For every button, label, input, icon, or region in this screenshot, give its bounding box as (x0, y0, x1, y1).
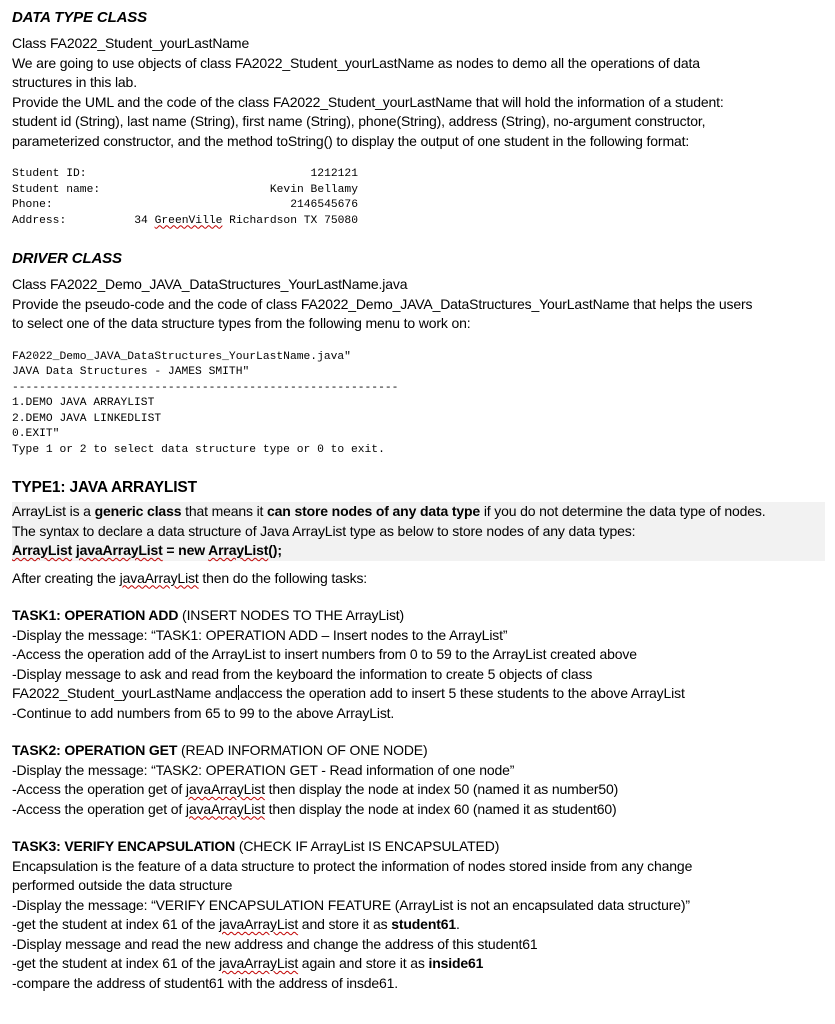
text-line: Class FA2022_Student_yourLastName (12, 35, 250, 51)
task1-title: TASK1: OPERATION ADD (INSERT NODES TO THE ArrayList) (12, 607, 405, 623)
sample-name-label: Student name: (12, 183, 101, 196)
sample-address-value: 34 GreenVille Richardson TX 75080 (134, 214, 358, 227)
code-line: ArrayList javaArrayList = new ArrayList(); (12, 542, 282, 558)
menu-prompt: Type 1 or 2 to select data structure type or 0 to exit. (12, 443, 385, 456)
task2-title: TASK2: OPERATION GET (READ INFORMATION OF ONE NODE) (12, 742, 428, 758)
sample-phone-value: 2146545676 (290, 199, 358, 211)
text-line: -get the student at index 61 of the javaArrayList again and store it as inside61 (12, 955, 484, 971)
sample-address-label: Address: (12, 214, 67, 227)
menu-divider: --------------------------------------------------------- (12, 381, 399, 394)
text-line: -compare the address of student61 with the address of insde61. (12, 974, 399, 991)
text-line: ArrayList is a generic class that means it can store nodes of any data type if you do not determine the data type of nodes. (12, 503, 766, 519)
heading-type1: TYPE1: JAVA ARRAYLIST (12, 479, 197, 496)
sample-name-value: Kevin Bellamy (269, 183, 358, 196)
text-line: After creating the javaArrayList then do the following tasks: (12, 569, 368, 586)
text-line: The syntax to declare a data structure of Java ArrayList type as below to store nodes of any data types: (12, 522, 636, 539)
menu-option: 0.EXIT" (12, 428, 60, 440)
text-line: -Display the message: “TASK1: OPERATION ADD – Insert nodes to the ArrayList” (12, 626, 508, 643)
text-line: -Continue to add numbers from 65 to 99 to the above ArrayList. (12, 704, 395, 721)
menu-line: JAVA Data Structures - JAMES SMITH" (12, 366, 250, 378)
text-line: student id (String), last name (String), first name (String), phone(String), address (String), no-argument constructor, (12, 113, 706, 129)
text-line: Provide the UML and the code of the class FA2022_Student_yourLastName that will hold the information of a student: (12, 93, 724, 110)
text-line: We are going to use objects of class FA2022_Student_yourLastName as nodes to demo all the operations of data (12, 54, 700, 71)
text-line: -get the student at index 61 of the javaArrayList and store it as student61. (12, 916, 460, 932)
text-line: Provide the pseudo-code and the code of class FA2022_Demo_JAVA_DataStructures_YourLastName that helps the users (12, 295, 753, 312)
text-line: parameterized constructor, and the method toString() to display the output of one student in the following format: (12, 132, 690, 149)
menu-sample (12, 350, 825, 459)
text-line: -Access the operation get of javaArrayList then display the node at index 50 (named it as number50) (12, 781, 619, 797)
text-line: -Access the operation get of javaArrayList then display the node at index 60 (named it as student60) (12, 800, 617, 817)
menu-option: 1.DEMO JAVA ARRAYLIST (12, 397, 155, 409)
sample-phone-label: Phone: (12, 199, 53, 211)
heading-data-type-class: DATA TYPE CLASS (12, 9, 147, 26)
sample-output (12, 167, 825, 229)
text-line: -Access the operation add of the ArrayList to insert numbers from 0 to 59 to the ArrayList created above (12, 646, 637, 662)
sample-id-value: 1212121 (310, 168, 358, 180)
menu-line: FA2022_Demo_JAVA_DataStructures_YourLastName.java" (12, 350, 351, 363)
text-line: -Display the message: “VERIFY ENCAPSULATION FEATURE (ArrayList is not an encapsulated data structure)” (12, 896, 690, 913)
task3-title: TASK3: VERIFY ENCAPSULATION (CHECK IF ArrayList IS ENCAPSULATED) (12, 838, 500, 854)
text-line: Encapsulation is the feature of a data structure to protect the information of nodes stored inside from any change (12, 857, 693, 874)
text-line: structures in this lab. (12, 74, 137, 90)
text-line: -Display message to ask and read from the keyboard the information to create 5 objects of class (12, 665, 593, 682)
text-line: FA2022_Student_yourLastName and access the operation add to insert 5 these students to the above ArrayList (12, 685, 685, 701)
text-line: to select one of the data structure types from the following menu to work on: (12, 315, 471, 331)
text-line: performed outside the data structure (12, 877, 233, 893)
text-line: Class FA2022_Demo_JAVA_DataStructures_YourLastName.java (12, 276, 408, 292)
sample-id-label: Student ID: (12, 168, 87, 180)
text-line: -Display message and read the new address and change the address of this student61 (12, 935, 538, 952)
menu-option: 2.DEMO JAVA LINKEDLIST (12, 412, 162, 425)
heading-driver-class: DRIVER CLASS (12, 250, 122, 267)
text-line: -Display the message: “TASK2: OPERATION GET - Read information of one node” (12, 761, 515, 778)
highlighted-block (12, 502, 825, 561)
